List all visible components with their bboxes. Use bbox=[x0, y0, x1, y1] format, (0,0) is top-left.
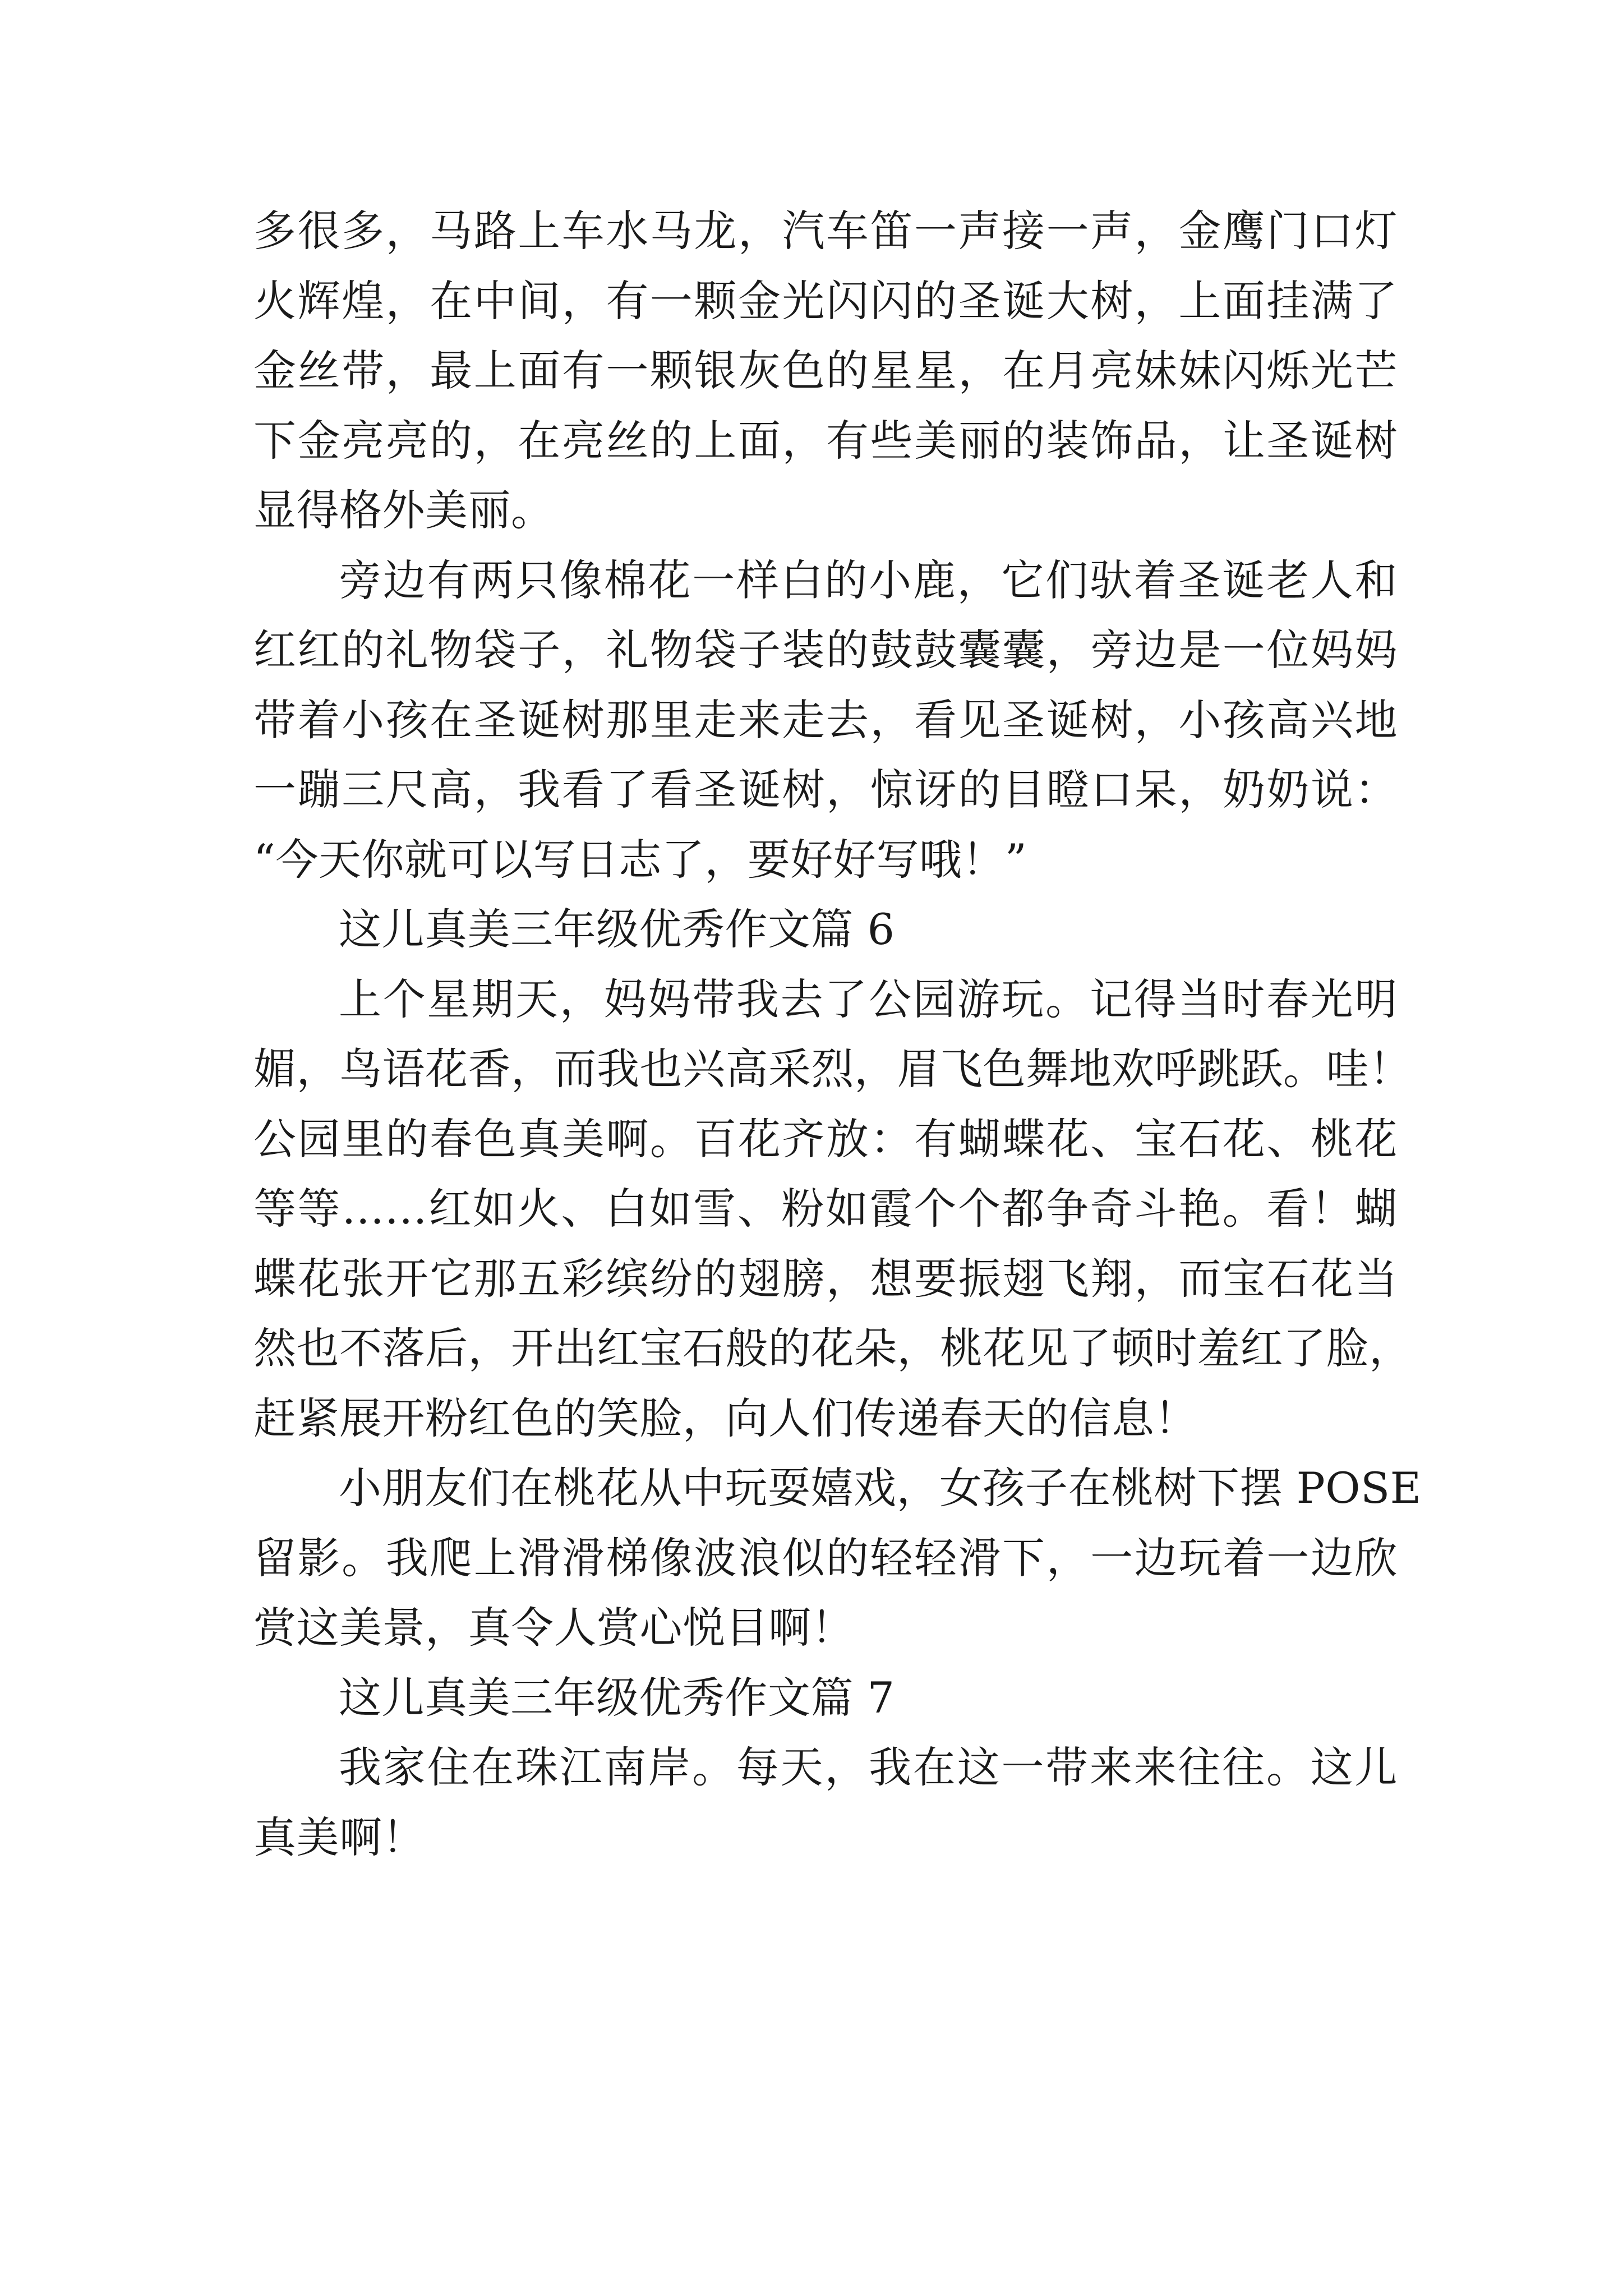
text-line: 我家住在珠江南岸。每天，我在这一带来来往往。这儿 bbox=[339, 1742, 1398, 1792]
text-line: “今天你就可以写日志了，要好好写哦！” bbox=[253, 834, 1027, 885]
section-heading: 这儿真美三年级优秀作文篇 7 bbox=[339, 1672, 895, 1723]
text-line: 媚，鸟语花香，而我也兴高采烈，眉飞色舞地欢呼跳跃。哇！ bbox=[253, 1044, 1412, 1094]
text-line: 一蹦三尺高，我看了看圣诞树，惊讶的目瞪口呆，奶奶说： bbox=[253, 765, 1398, 815]
text-line: 公园里的春色真美啊。百花齐放：有蝴蝶花、宝石花、桃花 bbox=[253, 1114, 1398, 1164]
text-line: 带着小孩在圣诞树那里走来走去，看见圣诞树，小孩高兴地 bbox=[253, 694, 1398, 745]
text-line: 火辉煌，在中间，有一颗金光闪闪的圣诞大树，上面挂满了 bbox=[253, 275, 1398, 326]
text-line: 留影。我爬上滑滑梯像波浪似的轻轻滑下，一边玩着一边欣 bbox=[253, 1533, 1398, 1583]
text-line: 旁边有两只像棉花一样白的小鹿，它们驮着圣诞老人和 bbox=[339, 555, 1398, 605]
text-line: 金丝带，最上面有一颗银灰色的星星，在月亮妹妹闪烁光芒 bbox=[253, 346, 1398, 395]
text-line: 等等……红如火、白如雪、粉如霞个个都争奇斗艳。看！蝴 bbox=[253, 1184, 1398, 1234]
document-body bbox=[253, 196, 1422, 1872]
text-line: 小朋友们在桃花从中玩耍嬉戏，女孩子在桃树下摆 POSE bbox=[339, 1463, 1422, 1513]
text-line: 上个星期天，妈妈带我去了公园游玩。记得当时春光明 bbox=[339, 974, 1398, 1024]
text-line: 然也不落后，开出红宝石般的花朵，桃花见了顿时羞红了脸， bbox=[253, 1323, 1412, 1373]
text-line: 红红的礼物袋子，礼物袋子装的鼓鼓囊囊，旁边是一位妈妈 bbox=[253, 625, 1398, 675]
text-line: 下金亮亮的，在亮丝的上面，有些美丽的装饰品，让圣诞树 bbox=[253, 415, 1398, 466]
text-line: 显得格外美丽。 bbox=[253, 485, 554, 535]
section-heading: 这儿真美三年级优秀作文篇 6 bbox=[339, 904, 895, 954]
text-line: 赶紧展开粉红色的笑脸，向人们传递春天的信息！ bbox=[253, 1393, 1197, 1443]
text-line: 蝶花张开它那五彩缤纷的翅膀，想要振翅飞翔，而宝石花当 bbox=[253, 1253, 1398, 1304]
text-line: 赏这美景，真令人赏心悦目啊！ bbox=[253, 1603, 854, 1653]
text-line: 真美啊！ bbox=[253, 1812, 425, 1862]
text-line: 多很多，马路上车水马龙，汽车笛一声接一声，金鹰门口灯 bbox=[253, 206, 1398, 256]
